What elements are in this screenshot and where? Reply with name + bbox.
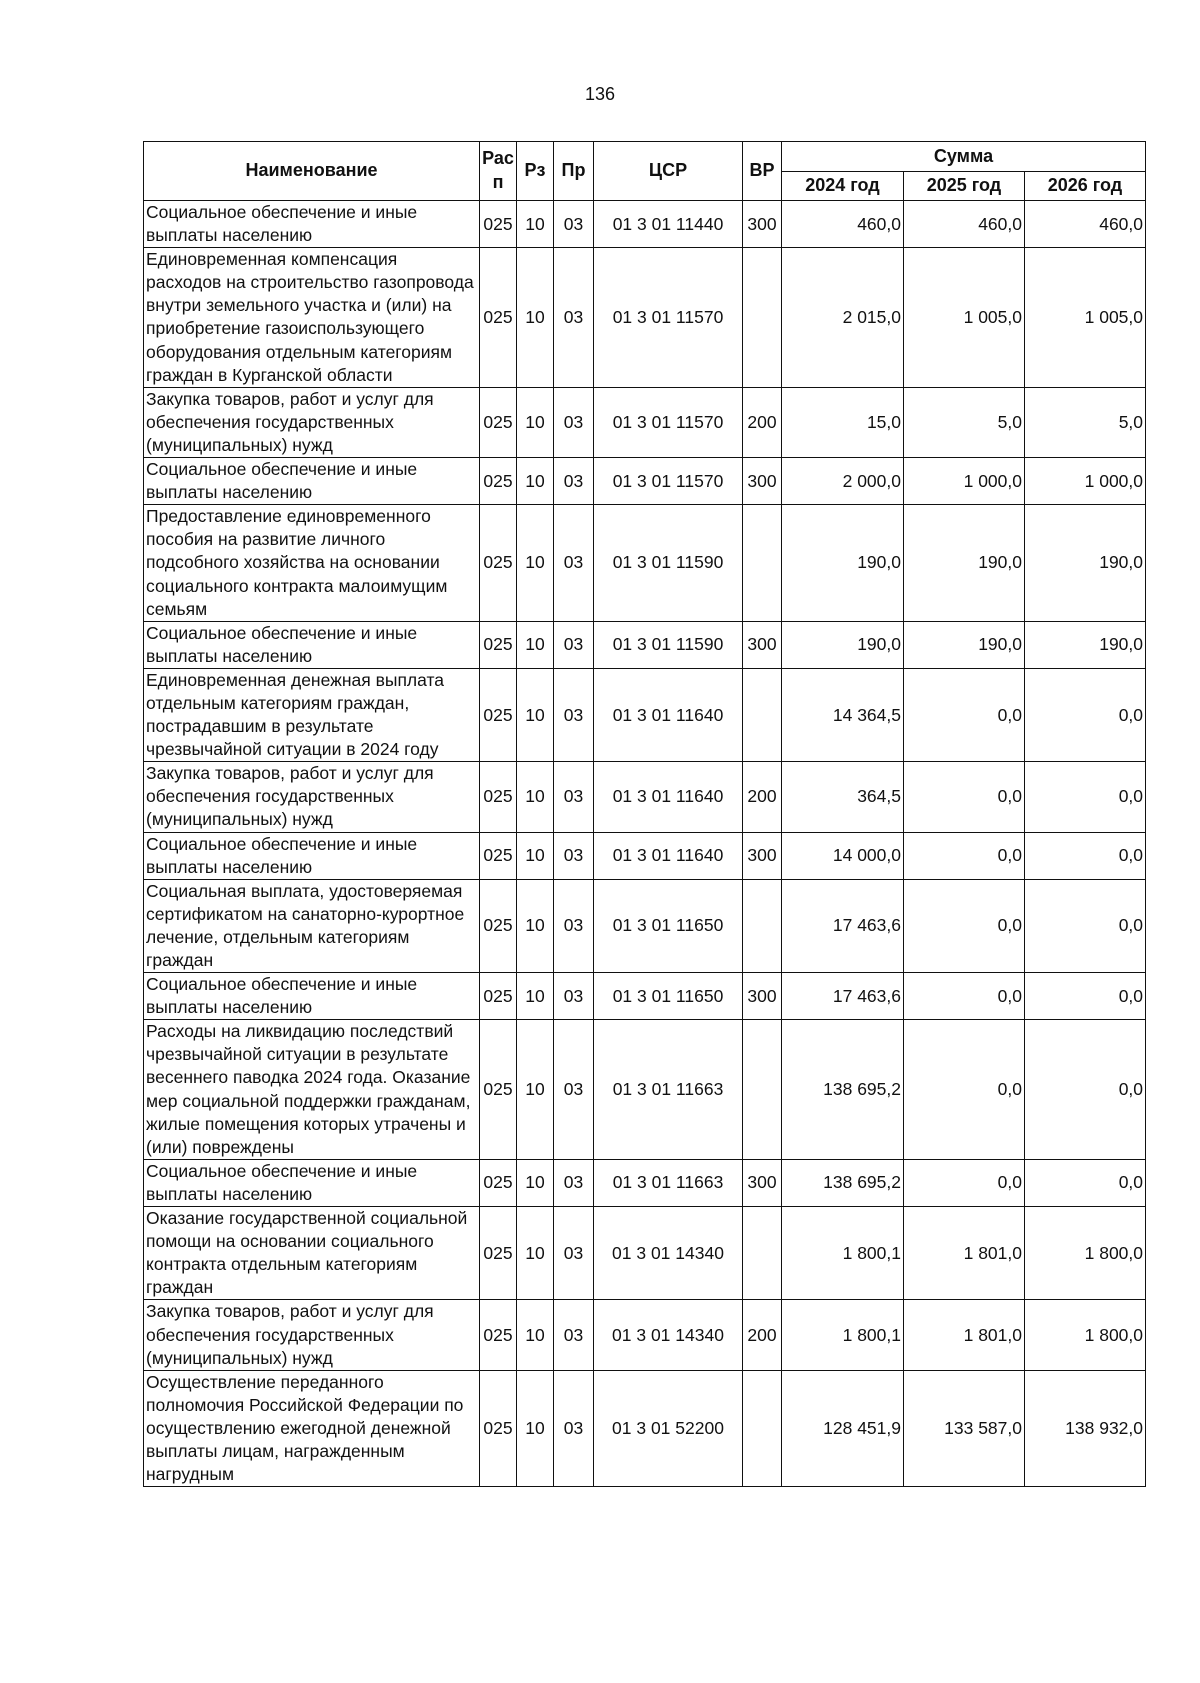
header-year-2024: 2024 год bbox=[782, 172, 904, 201]
cell-2026: 0,0 bbox=[1025, 973, 1146, 1020]
cell-rasp: 025 bbox=[480, 1159, 517, 1206]
cell-rz: 10 bbox=[517, 1159, 554, 1206]
table-row bbox=[144, 973, 1146, 1020]
table-row bbox=[144, 1020, 1146, 1160]
cell-rz: 10 bbox=[517, 1207, 554, 1300]
cell-pr: 03 bbox=[554, 762, 594, 832]
cell-csr: 01 3 01 11590 bbox=[594, 621, 743, 668]
cell-rasp: 025 bbox=[480, 387, 517, 457]
cell-rasp: 025 bbox=[480, 1020, 517, 1160]
cell-pr: 03 bbox=[554, 668, 594, 761]
cell-2024: 138 695,2 bbox=[782, 1159, 904, 1206]
cell-rz: 10 bbox=[517, 762, 554, 832]
table-row bbox=[144, 832, 1146, 879]
cell-pr: 03 bbox=[554, 458, 594, 505]
cell-rasp: 025 bbox=[480, 762, 517, 832]
cell-2024: 1 800,1 bbox=[782, 1300, 904, 1370]
header-pr: Пр bbox=[554, 142, 594, 201]
cell-2025: 1 801,0 bbox=[904, 1300, 1025, 1370]
cell-pr: 03 bbox=[554, 621, 594, 668]
cell-pr: 03 bbox=[554, 387, 594, 457]
header-year-2025: 2025 год bbox=[904, 172, 1025, 201]
cell-name: Осуществление переданного полномочия Российской Федерации по осуществлению ежегодной денежной выплаты лицам, награжденным нагрудным bbox=[144, 1370, 480, 1486]
cell-2026: 190,0 bbox=[1025, 621, 1146, 668]
cell-name: Социальная выплата, удостоверяемая сертификатом на санаторно-курортное лечение, отдельным категориям граждан bbox=[144, 879, 480, 972]
cell-2025: 190,0 bbox=[904, 505, 1025, 621]
cell-rz: 10 bbox=[517, 1300, 554, 1370]
cell-pr: 03 bbox=[554, 248, 594, 388]
cell-2026: 190,0 bbox=[1025, 505, 1146, 621]
cell-rasp: 025 bbox=[480, 879, 517, 972]
cell-rasp: 025 bbox=[480, 621, 517, 668]
cell-rz: 10 bbox=[517, 248, 554, 388]
cell-rasp: 025 bbox=[480, 973, 517, 1020]
cell-vr: 200 bbox=[743, 1300, 782, 1370]
cell-2024: 128 451,9 bbox=[782, 1370, 904, 1486]
table-row bbox=[144, 879, 1146, 972]
cell-2024: 190,0 bbox=[782, 621, 904, 668]
cell-2025: 1 005,0 bbox=[904, 248, 1025, 388]
cell-vr bbox=[743, 879, 782, 972]
table-row bbox=[144, 1300, 1146, 1370]
cell-2025: 0,0 bbox=[904, 1159, 1025, 1206]
cell-vr bbox=[743, 1207, 782, 1300]
cell-2026: 0,0 bbox=[1025, 668, 1146, 761]
cell-csr: 01 3 01 11570 bbox=[594, 458, 743, 505]
table-body bbox=[144, 201, 1146, 1487]
cell-2025: 0,0 bbox=[904, 832, 1025, 879]
cell-rz: 10 bbox=[517, 1370, 554, 1486]
cell-rz: 10 bbox=[517, 832, 554, 879]
cell-rz: 10 bbox=[517, 621, 554, 668]
cell-vr: 300 bbox=[743, 1159, 782, 1206]
cell-name: Закупка товаров, работ и услуг для обеспечения государственных (муниципальных) нужд bbox=[144, 1300, 480, 1370]
cell-rz: 10 bbox=[517, 505, 554, 621]
cell-csr: 01 3 01 11640 bbox=[594, 668, 743, 761]
cell-2026: 1 000,0 bbox=[1025, 458, 1146, 505]
cell-2026: 0,0 bbox=[1025, 1159, 1146, 1206]
cell-rasp: 025 bbox=[480, 458, 517, 505]
cell-2024: 17 463,6 bbox=[782, 973, 904, 1020]
table-row bbox=[144, 505, 1146, 621]
cell-pr: 03 bbox=[554, 973, 594, 1020]
cell-rz: 10 bbox=[517, 387, 554, 457]
cell-2024: 1 800,1 bbox=[782, 1207, 904, 1300]
cell-2025: 1 000,0 bbox=[904, 458, 1025, 505]
cell-2026: 460,0 bbox=[1025, 201, 1146, 248]
page-number: 136 bbox=[584, 84, 616, 104]
cell-csr: 01 3 01 11650 bbox=[594, 879, 743, 972]
cell-2026: 0,0 bbox=[1025, 879, 1146, 972]
cell-rasp: 025 bbox=[480, 668, 517, 761]
cell-rasp: 025 bbox=[480, 1207, 517, 1300]
table-row bbox=[144, 248, 1146, 388]
cell-2024: 2 000,0 bbox=[782, 458, 904, 505]
cell-vr: 200 bbox=[743, 762, 782, 832]
header-rasp: Рас п bbox=[480, 142, 517, 201]
header-summa: Сумма bbox=[782, 142, 1146, 172]
cell-rz: 10 bbox=[517, 668, 554, 761]
cell-2024: 2 015,0 bbox=[782, 248, 904, 388]
cell-2024: 190,0 bbox=[782, 505, 904, 621]
cell-2024: 14 364,5 bbox=[782, 668, 904, 761]
table-row bbox=[144, 458, 1146, 505]
cell-name: Социальное обеспечение и иные выплаты населению bbox=[144, 458, 480, 505]
cell-vr: 300 bbox=[743, 621, 782, 668]
cell-csr: 01 3 01 11663 bbox=[594, 1159, 743, 1206]
cell-vr: 300 bbox=[743, 832, 782, 879]
table-row bbox=[144, 1370, 1146, 1486]
cell-name: Единовременная денежная выплата отдельным категориям граждан, пострадавшим в результате чрезвычайной ситуации в 2024 году bbox=[144, 668, 480, 761]
cell-2024: 17 463,6 bbox=[782, 879, 904, 972]
cell-name: Оказание государственной социальной помощи на основании социального контракта отдельным категориям граждан bbox=[144, 1207, 480, 1300]
cell-rasp: 025 bbox=[480, 201, 517, 248]
cell-rasp: 025 bbox=[480, 832, 517, 879]
header-year-2026: 2026 год bbox=[1025, 172, 1146, 201]
header-name: Наименование bbox=[144, 142, 480, 201]
cell-2025: 0,0 bbox=[904, 1020, 1025, 1160]
cell-name: Предоставление единовременного пособия на развитие личного подсобного хозяйства на основании социального контракта малоимущим семьям bbox=[144, 505, 480, 621]
cell-2025: 0,0 bbox=[904, 668, 1025, 761]
cell-name: Социальное обеспечение и иные выплаты населению bbox=[144, 621, 480, 668]
cell-2024: 14 000,0 bbox=[782, 832, 904, 879]
table-row bbox=[144, 621, 1146, 668]
cell-rz: 10 bbox=[517, 1020, 554, 1160]
cell-2025: 0,0 bbox=[904, 973, 1025, 1020]
cell-2026: 5,0 bbox=[1025, 387, 1146, 457]
cell-vr bbox=[743, 248, 782, 388]
cell-2025: 190,0 bbox=[904, 621, 1025, 668]
cell-rz: 10 bbox=[517, 201, 554, 248]
cell-2026: 0,0 bbox=[1025, 1020, 1146, 1160]
cell-2026: 0,0 bbox=[1025, 762, 1146, 832]
cell-csr: 01 3 01 14340 bbox=[594, 1207, 743, 1300]
table-row bbox=[144, 668, 1146, 761]
cell-csr: 01 3 01 11640 bbox=[594, 832, 743, 879]
cell-pr: 03 bbox=[554, 879, 594, 972]
cell-csr: 01 3 01 14340 bbox=[594, 1300, 743, 1370]
cell-vr: 300 bbox=[743, 973, 782, 1020]
cell-2026: 0,0 bbox=[1025, 832, 1146, 879]
cell-rz: 10 bbox=[517, 458, 554, 505]
cell-rz: 10 bbox=[517, 879, 554, 972]
cell-csr: 01 3 01 11663 bbox=[594, 1020, 743, 1160]
cell-name: Единовременная компенсация расходов на строительство газопровода внутри земельного участка и (или) на приобретение газоиспользующего оборудования отдельным категориям граждан в Курганской области bbox=[144, 248, 480, 388]
cell-rz: 10 bbox=[517, 973, 554, 1020]
table-header bbox=[144, 142, 1146, 201]
cell-rasp: 025 bbox=[480, 1300, 517, 1370]
cell-2025: 0,0 bbox=[904, 762, 1025, 832]
cell-2026: 1 800,0 bbox=[1025, 1300, 1146, 1370]
cell-2026: 138 932,0 bbox=[1025, 1370, 1146, 1486]
cell-name: Социальное обеспечение и иные выплаты населению bbox=[144, 973, 480, 1020]
cell-2025: 0,0 bbox=[904, 879, 1025, 972]
cell-name: Социальное обеспечение и иные выплаты населению bbox=[144, 1159, 480, 1206]
table-row bbox=[144, 201, 1146, 248]
cell-pr: 03 bbox=[554, 832, 594, 879]
cell-csr: 01 3 01 11590 bbox=[594, 505, 743, 621]
table-row bbox=[144, 1159, 1146, 1206]
cell-name: Закупка товаров, работ и услуг для обеспечения государственных (муниципальных) нужд bbox=[144, 387, 480, 457]
cell-vr bbox=[743, 505, 782, 621]
cell-name: Социальное обеспечение и иные выплаты населению bbox=[144, 201, 480, 248]
cell-2024: 460,0 bbox=[782, 201, 904, 248]
table-row bbox=[144, 762, 1146, 832]
cell-2024: 15,0 bbox=[782, 387, 904, 457]
header-vr: ВР bbox=[743, 142, 782, 201]
cell-name: Расходы на ликвидацию последствий чрезвычайной ситуации в результате весеннего паводка 2024 года. Оказание мер социальной поддержки гражданам, жилые помещения которых утрачены и (или) повреждены bbox=[144, 1020, 480, 1160]
cell-2026: 1 800,0 bbox=[1025, 1207, 1146, 1300]
cell-vr: 200 bbox=[743, 387, 782, 457]
cell-csr: 01 3 01 11440 bbox=[594, 201, 743, 248]
cell-pr: 03 bbox=[554, 1020, 594, 1160]
cell-vr bbox=[743, 1020, 782, 1160]
cell-pr: 03 bbox=[554, 1207, 594, 1300]
cell-pr: 03 bbox=[554, 1159, 594, 1206]
cell-vr bbox=[743, 1370, 782, 1486]
cell-2024: 138 695,2 bbox=[782, 1020, 904, 1160]
cell-2026: 1 005,0 bbox=[1025, 248, 1146, 388]
header-csr: ЦСР bbox=[594, 142, 743, 201]
cell-pr: 03 bbox=[554, 505, 594, 621]
cell-rasp: 025 bbox=[480, 1370, 517, 1486]
cell-2025: 133 587,0 bbox=[904, 1370, 1025, 1486]
cell-csr: 01 3 01 11570 bbox=[594, 248, 743, 388]
cell-name: Социальное обеспечение и иные выплаты населению bbox=[144, 832, 480, 879]
cell-name: Закупка товаров, работ и услуг для обеспечения государственных (муниципальных) нужд bbox=[144, 762, 480, 832]
cell-vr bbox=[743, 668, 782, 761]
cell-vr: 300 bbox=[743, 201, 782, 248]
cell-csr: 01 3 01 52200 bbox=[594, 1370, 743, 1486]
cell-2024: 364,5 bbox=[782, 762, 904, 832]
cell-2025: 1 801,0 bbox=[904, 1207, 1025, 1300]
cell-2025: 5,0 bbox=[904, 387, 1025, 457]
cell-rasp: 025 bbox=[480, 248, 517, 388]
header-rz: Рз bbox=[517, 142, 554, 201]
cell-pr: 03 bbox=[554, 201, 594, 248]
cell-csr: 01 3 01 11650 bbox=[594, 973, 743, 1020]
cell-vr: 300 bbox=[743, 458, 782, 505]
cell-pr: 03 bbox=[554, 1370, 594, 1486]
budget-table bbox=[143, 141, 1146, 1487]
cell-rasp: 025 bbox=[480, 505, 517, 621]
cell-csr: 01 3 01 11640 bbox=[594, 762, 743, 832]
cell-2025: 460,0 bbox=[904, 201, 1025, 248]
table-row bbox=[144, 1207, 1146, 1300]
cell-csr: 01 3 01 11570 bbox=[594, 387, 743, 457]
table-row bbox=[144, 387, 1146, 457]
cell-pr: 03 bbox=[554, 1300, 594, 1370]
